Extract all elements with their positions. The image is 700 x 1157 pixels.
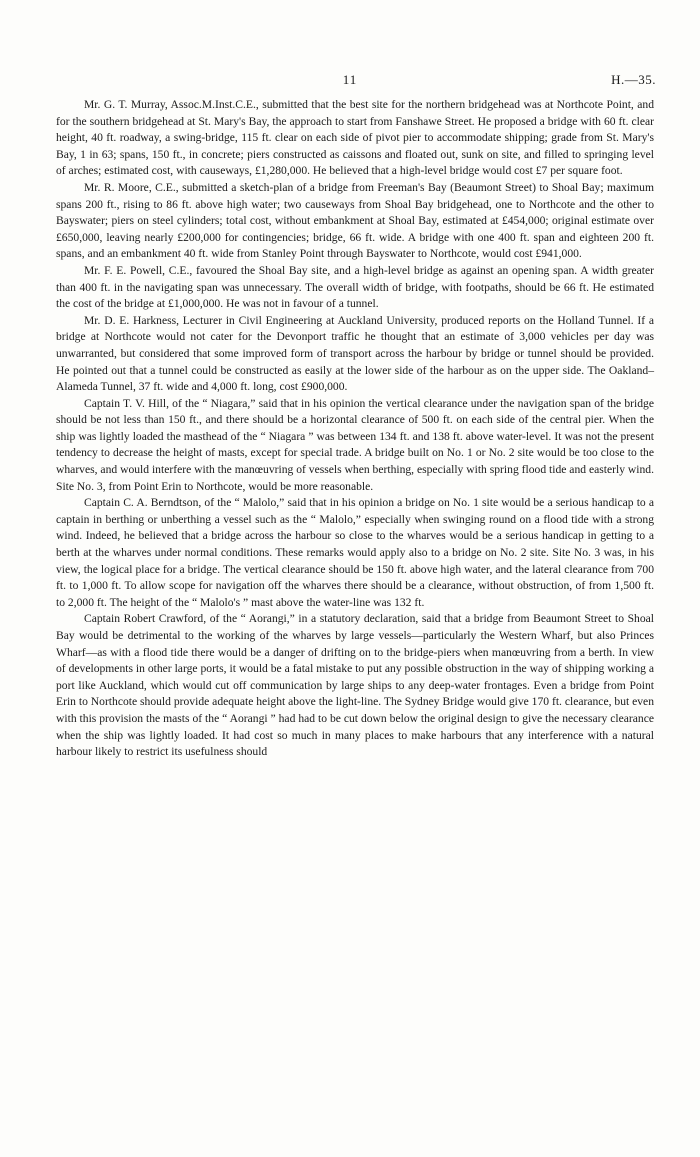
page-number: 11 [342,72,358,87]
paragraph-hill: Captain T. V. Hill, of the “ Niagara,” said that in his opinion the vertical clearance under the navigation span of the bridge should be not less than 150 ft., and there should be a horizontal clearance of 500 ft. on each side of the central pier. When the ship was lightly loaded the masthead of the “ Niagara ” was between 134 ft. and 138 ft. above water-level. It was not the present tendency to decrease the height of masts, except for special trade. A bridge built on No. 1 or No. 2 site would be too close to the wharves, and would interfere with the manœuvring of vessels when berthing, especially with spring flood tide and easterly wind. Site No. 3, from Point Erin to Northcote, would be more reasonable. [56,396,654,493]
page-reference: H.—35. [611,72,656,87]
body-text [56,97,654,761]
paragraph-murray: Mr. G. T. Murray, Assoc.M.Inst.C.E., submitted that the best site for the northern bridgehead was at Northcote Point, and for the southern bridgehead at St. Mary's Bay, the approach to start from Fanshawe Street. He proposed a bridge with 60 ft. clear height, 40 ft. roadway, a swing-bridge, 115 ft. clear on each side of pivot pier to accommodate shipping; grade from St. Mary's Bay, 1 in 63; spans, 150 ft., in concrete; piers constructed as caissons and floated out, sunk on site, and filled to springing level of arches; estimated cost, with causeways, £1,280,000. He believed that a high-level bridge would cost £7 per square foot. [56,98,654,178]
paragraph-moore: Mr. R. Moore, C.E., submitted a sketch-plan of a bridge from Freeman's Bay (Beaumont Street) to Shoal Bay; maximum spans 200 ft., rising to 86 ft. above high water; two causeways from Shoal Bay bridgehead, one to Northcote and the other to Bayswater; piers on steel cylinders; total cost, without embankment at Shoal Bay, estimated at £454,000; original estimate over £650,000, leaving nearly £200,000 for contingencies; bridge, 66 ft. wide. A bridge with one 400 ft. span and eighteen 200 ft. spans, and an embankment 40 ft. wide from Stanley Point through Bayswater to Northcote, would cost £941,000. [56,180,654,261]
paragraph-crawford: Captain Robert Crawford, of the “ Aorangi,” in a statutory declaration, said that a bridge from Beaumont Street to Shoal Bay would be detrimental to the working of the wharves by large vessels—particularly the Western Wharf, but also Princes Wharf—as with a flood tide there would be a danger of drifting on to the bridge-piers when manœuvring from a berth. In view of developments in other large ports, it would be a fatal mistake to put any possible obstruction in the way of shipping working a port like Auckland, which would cut off communication by large ships to any deep-water frontages. Even a bridge from Point Erin to Northcote should provide adequate height above the light-line. The Sydney Bridge would give 170 ft. clearance, but even with this provision the masts of the “ Aorangi ” had had to be cut down below the original design to give the necessary clearance when the ship was lightly loaded. It had cost so much in many places to make harbours that any interference with a natural harbour likely to restrict its usefulness should [56,612,654,759]
paragraph-berndtson: Captain C. A. Berndtson, of the “ Malolo,” said that in his opinion a bridge on No. 1 site would be a serious handicap to a captain in berthing or unberthing a vessel such as the “ Malolo,” especially when swinging round on a flood tide with a strong wind. Indeed, he believed that a bridge across the harbour so close to the wharves would be a serious handicap in getting to a berth at the wharves under normal conditions. These remarks would apply also to a bridge on No. 2 site. Site No. 3 was, in his view, the logical place for a bridge. The vertical clearance should be 150 ft. above high water, and the lateral clearance from 700 ft. to 1,000 ft. To allow scope for navigation off the wharves there should be a clearance, without obstruction, of from 1,500 ft. to 2,000 ft. The height of the “ Malolo's ” mast above the water-line was 132 ft. [56,496,654,609]
paragraph-harkness: Mr. D. E. Harkness, Lecturer in Civil Engineering at Auckland University, produced reports on the Holland Tunnel. If a bridge at Northcote would not cater for the Devonport traffic he thought that an estimate of 3,000 vehicles per day was unwarranted, but considered that some improved form of transport across the harbour by bridge or tunnel should be provided. He pointed out that a tunnel could be constructed as easily at the lower side of the harbour as on the upper side. The Oakland–Alameda Tunnel, 37 ft. wide and 4,000 ft. long, cost £900,000. [56,313,654,394]
paragraph-powell: Mr. F. E. Powell, C.E., favoured the Shoal Bay site, and a high-level bridge as against an opening span. A width greater than 400 ft. in the navigating span was unnecessary. The overall width of bridge, with footpaths, should be 66 ft. He estimated the cost of the bridge at £1,000,000. He was not in favour of a tunnel. [56,263,654,311]
